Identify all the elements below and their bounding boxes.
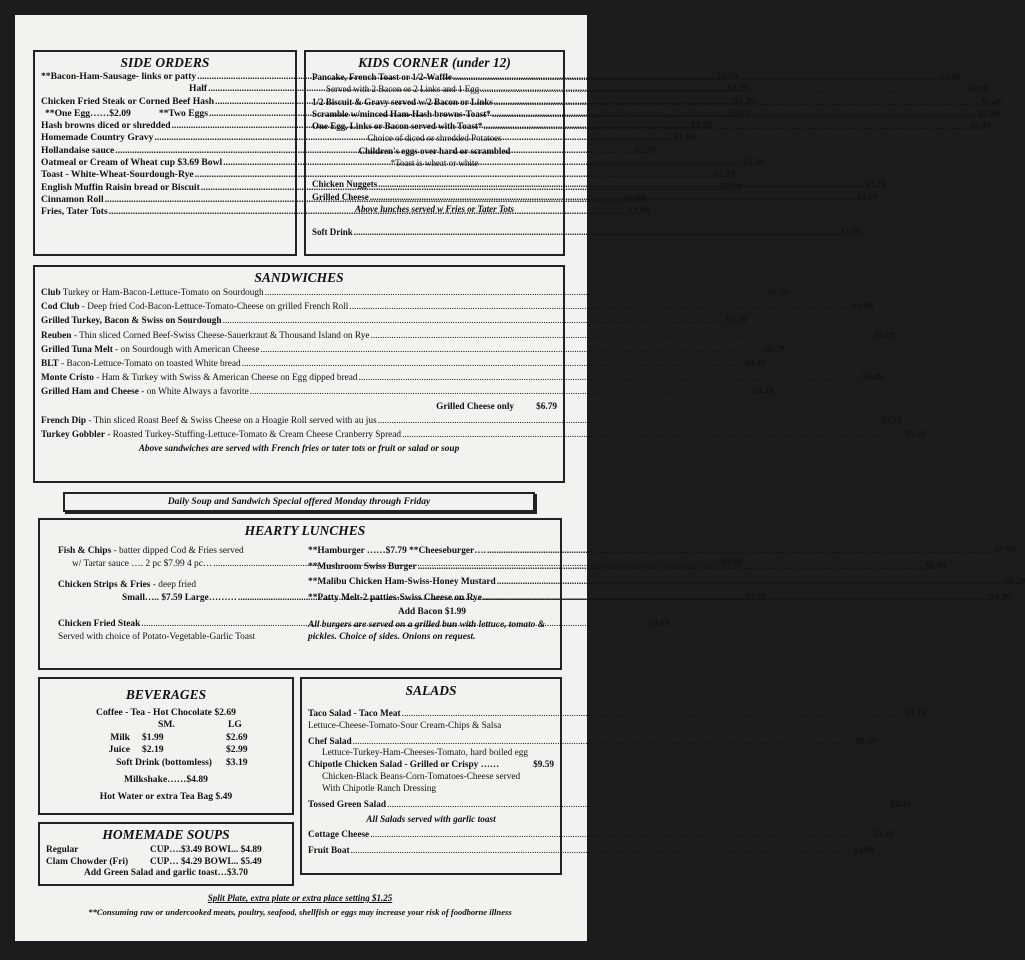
menu-item: Hollandaise sauce ..... $2.59 bbox=[41, 145, 289, 157]
menu-item: Scramble w/minced Ham-Hash browns-Toast* ..... $5.89 bbox=[312, 108, 557, 120]
menu-item: Small….. $7.59 Large……… ..... $9.89 bbox=[58, 592, 298, 605]
menu-item: **Malibu Chicken Ham-Swiss-Honey Mustard ..... $9.29 bbox=[308, 576, 556, 589]
menu-item: Reuben - Thin sliced Corned Beef-Swiss Cheese-Sauerkraut & Thousand Island on Rye ..... $9.29 bbox=[41, 329, 557, 343]
menu-item: Chef Salad ..... $9.39 bbox=[308, 737, 554, 749]
menu-item: Fruit Boat ..... $4.09 bbox=[308, 846, 554, 858]
sandwiches-box bbox=[33, 265, 927, 483]
menu-item: Grilled Cheese only $6.79 bbox=[436, 401, 557, 412]
menu-item: Served with 2 Bacon or 2 Links and 1 Egg ..... $5.99 bbox=[312, 83, 557, 95]
menu-item: French Dip - Thin sliced Roast Beef & Swiss Cheese on a Hoagie Roll served with au jus ..... $9.79 bbox=[41, 414, 557, 428]
menu-item: Grilled Tuna Melt - on Sourdough with American Cheese ..... $8.79 bbox=[41, 343, 557, 357]
menu-item: Toast - White-Wheat-Sourdough-Rye ..... $2.39 bbox=[41, 169, 289, 181]
salads-box bbox=[300, 677, 926, 875]
menu-item: Fish & Chips - batter dipped Cod & Fries served bbox=[58, 546, 244, 556]
menu-item: **Mushroom Swiss Burger ..... $8.99 bbox=[308, 561, 556, 574]
menu-item: Hash browns diced or shredded ..... $3.29 bbox=[41, 120, 289, 132]
beverages-box bbox=[38, 677, 294, 815]
menu-item: Coffee - Tea - Hot Chocolate $2.69 bbox=[96, 707, 236, 718]
salads-title: SALADS bbox=[405, 683, 457, 698]
menu-item-desc: With Chipotle Ranch Dressing bbox=[322, 783, 437, 794]
menu-item: Grilled Turkey, Bacon & Swiss on Sourdough ..... $9.49 bbox=[41, 314, 557, 328]
menu-item: English Muffin Raisin bread or Biscuit ..... $2.59 bbox=[41, 182, 289, 194]
kids-note: Choice of diced or shredded Potatoes bbox=[367, 133, 502, 144]
menu-item: BLT - Bacon-Lettuce-Tomato on toasted White bread ..... $8.49 bbox=[41, 357, 557, 371]
menu-item: Tossed Green Salad ..... $4.49 bbox=[308, 800, 554, 812]
menu-item: Juice $2.19 $2.99 bbox=[108, 744, 248, 756]
side-orders-title: SIDE ORDERS bbox=[120, 55, 210, 70]
daily-special-banner bbox=[63, 492, 535, 512]
daily-special-text: Daily Soup and Sandwich Special offered Monday through Friday bbox=[167, 496, 431, 507]
menu-item: Grilled Ham and Cheese - on White Always a favorite ..... $8.49 bbox=[41, 385, 557, 399]
menu-item: **Patty Melt-2 patties-Swiss Cheese on Rye ..... $9.99 bbox=[308, 592, 556, 605]
menu-item: Hot Water or extra Tea Bag $.49 bbox=[99, 791, 233, 803]
hearty-lunches-box bbox=[38, 518, 1025, 670]
menu-item: Milk $1.99 $2.69 bbox=[110, 731, 248, 743]
menu-item: Grilled Cheese ..... $4.69 bbox=[312, 191, 557, 203]
menu-item: Chicken Strips & Fries - deep fried bbox=[58, 580, 197, 590]
menu-item: Chicken Fried Steak ..... $9.69 bbox=[58, 618, 298, 631]
burger-note: All burgers are served on a grilled bun with lettuce, tomato & pickles. Choice of sides. Onions on request. bbox=[308, 619, 545, 642]
menu-item: Cottage Cheese ..... $3.49 bbox=[308, 830, 554, 842]
menu-item-desc: Lettuce-Cheese-Tomato-Sour Cream-Chips & Salsa bbox=[308, 720, 502, 731]
size-header: SM. LG bbox=[158, 719, 242, 731]
menu-item: One Egg, Links or Bacon served with Toast* ..... $5.89 bbox=[312, 120, 557, 132]
sandwiches-note: Above sandwiches are served with French fries or tater tots or fruit or salad or soup bbox=[138, 444, 460, 455]
split-plate-note: Split Plate, extra plate or extra place setting $1.25 bbox=[207, 893, 393, 903]
menu-item: Taco Salad - Taco Meat ..... $9.39 bbox=[308, 709, 554, 721]
sandwiches-title: SANDWICHES bbox=[254, 270, 344, 285]
menu-item: Chipotle Chicken Salad - Grilled or Crispy …… $9.59 bbox=[308, 760, 554, 771]
menu-item: Fries, Tater Tots ..... $3.99 bbox=[41, 206, 289, 218]
kids-note: Children's eggs over hard or scrambled bbox=[358, 145, 511, 156]
menu-item: Club Turkey or Ham-Bacon-Lettuce-Tomato on Sourdough ..... $9.59 bbox=[41, 286, 557, 300]
beverages-title: BEVERAGES bbox=[125, 687, 207, 702]
menu-item: Chicken Nuggets ..... $5.29 bbox=[312, 178, 557, 190]
soups-title: HOMEMADE SOUPS bbox=[102, 827, 230, 842]
menu-item: **Hamburger ……$7.79 **Cheeseburger…. ..... $7.99 bbox=[308, 545, 556, 558]
menu-item: Add Green Salad and garlic toast…$3.70 bbox=[84, 868, 248, 879]
menu-item: 1/2 Biscuit & Gravy served w/2 Bacon or Links ..... $5.49 bbox=[312, 96, 557, 108]
menu-item: Monte Cristo - Ham & Turkey with Swiss & American Cheese on Egg dipped bread ..... $9.49 bbox=[41, 371, 557, 385]
menu-item: Oatmeal or Cream of Wheat cup $3.69 Bowl ..... $4.39 bbox=[41, 157, 289, 169]
kids-corner-title: KIDS CORNER (under 12) bbox=[358, 55, 511, 70]
menu-item-desc: Served with choice of Potato-Vegetable-Garlic Toast bbox=[58, 631, 256, 642]
menu-item: Chicken Fried Steak or Corned Beef Hash ..... $5.09 bbox=[41, 96, 289, 108]
kids-note: Above lunches served w Fries or Tater Tots bbox=[354, 203, 515, 214]
menu-item-desc: Lettuce-Turkey-Ham-Cheeses-Tomato, hard boiled egg bbox=[322, 748, 529, 759]
soups-box bbox=[38, 822, 294, 886]
menu-item: **Bacon-Ham-Sausage- links or patty ..... $4.59 bbox=[41, 71, 289, 83]
menu-item: Milkshake……$4.89 bbox=[124, 774, 208, 786]
add-bacon: Add Bacon $1.99 bbox=[398, 607, 466, 617]
menu-item: Homemade Country Gravy ..... $1.69 bbox=[41, 132, 289, 144]
menu-item: Cod Club - Deep fried Cod-Bacon-Lettuce-Tomato-Cheese on grilled French Roll ..... $9.99 bbox=[41, 300, 557, 314]
menu-item-desc: Chicken-Black Beans-Corn-Tomatoes-Cheese served bbox=[322, 771, 521, 782]
menu-item: Clam Chowder (Fri) CUP… $4.29 BOWL.. $5.49 bbox=[46, 856, 262, 867]
menu-item: Pancake, French Toast or 1/2-Waffle ..... $3.49 bbox=[312, 71, 557, 83]
menu-item: Regular CUP….$3.49 BOWL.. $4.89 bbox=[46, 845, 262, 855]
kids-note: *Toast is wheat or white bbox=[390, 158, 479, 169]
menu-item: **One Egg……$2.09 **Two Eggs ..... $3.09 bbox=[41, 108, 289, 120]
menu-item: Soft Drink (bottomless) $3.19 bbox=[116, 756, 248, 768]
menu-item: Turkey Gobbler - Roasted Turkey-Stuffing-Lettuce-Tomato & Cream Cheese Cranberry Spread ..... $9.69 bbox=[41, 428, 557, 442]
menu-item: w/ Tartar sauce …. 2 pc $7.99 4 pc… ..... $9.99 bbox=[58, 558, 298, 571]
menu-item: Soft Drink ..... $1.69 bbox=[312, 226, 557, 238]
foodborne-warning: **Consuming raw or undercooked meats, poultry, seafood, shellfish or eggs may increase your risk of foodborne illness bbox=[88, 907, 512, 917]
menu-item: Cinnamon Roll ..... $3.99 bbox=[41, 194, 289, 206]
hearty-lunches-title: HEARTY LUNCHES bbox=[244, 523, 366, 538]
salads-note: All Salads served with garlic toast bbox=[366, 815, 496, 826]
menu-item: Half ..... $2.89 bbox=[41, 83, 289, 95]
